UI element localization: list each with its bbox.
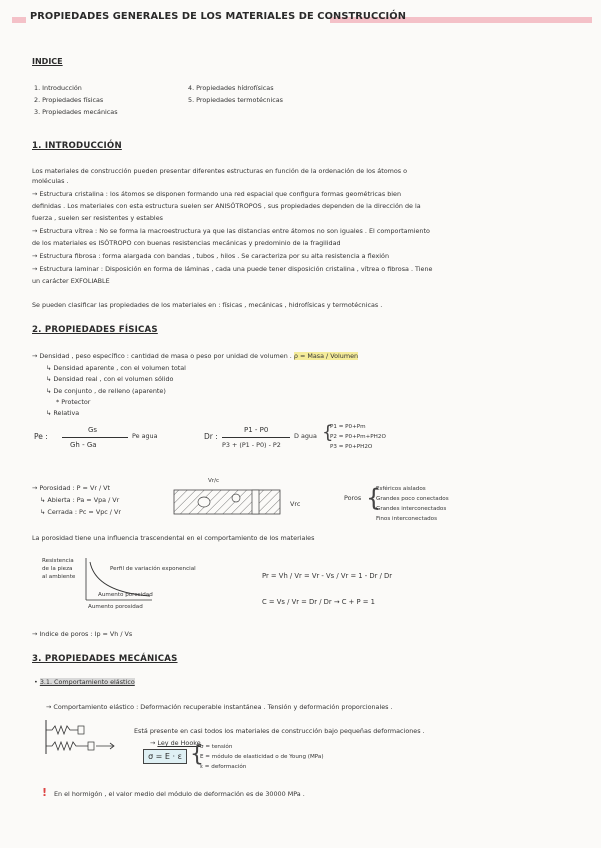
hormigon-line: En el hormigón , el valor medio del módulo de deformación es de 30000 MPa . <box>54 790 305 798</box>
warning-icon: ! <box>42 786 48 799</box>
hooke-equation-box: σ = E · ε <box>143 749 187 764</box>
intro-heading: 1. INTRODUCCIÓN <box>32 141 122 151</box>
eq2-den: P3 + (P1 - P0) - P2 <box>222 441 281 449</box>
intro-line-4: definidas . Los materiales con esta estructura suelen ser ANISÓTROPOS , sus propiedades dependen de la dirección de la <box>32 202 421 210</box>
indice-item-1: 1. Introducción <box>34 84 82 92</box>
graph-x-label-1: Aumento porosidad <box>98 592 153 598</box>
densidad-protector: * Protector <box>56 398 91 406</box>
intro-line-9: → Estructura laminar : Disposición en forma de láminas , cada una puede tener disposición cristalina , vítrea o fibrosa . Tiene <box>32 265 433 273</box>
eq2-suffix: D agua <box>294 432 317 440</box>
porosity-formula-2: C = Vs / Vr = Dr / Dr → C + P = 1 <box>262 598 375 606</box>
page-title: PROPIEDADES GENERALES DE LOS MATERIALES DE CONSTRUCCIÓN <box>30 11 407 22</box>
fisicas-heading: 2. PROPIEDADES FÍSICAS <box>32 325 158 335</box>
title-accent-left <box>12 17 26 23</box>
graph-y-label-3: al ambiente <box>42 574 76 580</box>
graph-x-label-2: Aumento porosidad <box>88 604 143 610</box>
porosidad-line-2: ↳ Abierta : Pa = Vpa / Vr <box>40 496 120 504</box>
eq1-den: Gh - Ga <box>70 441 97 449</box>
eq2-note-3: P3 = P0+PH2O <box>330 444 373 450</box>
densidad-line: → Densidad , peso específico : cantidad de masa o peso por unidad de volumen . ρ = Masa / Volumen <box>32 352 359 360</box>
indice-item-4: 4. Propiedades hídrofísicas <box>188 84 274 92</box>
eq1-lhs: Pe : <box>34 432 48 441</box>
influencia-line: La porosidad tiene una influencia trascendental en el comportamiento de los materiales <box>32 534 315 542</box>
indice-item-2: 2. Propiedades físicas <box>34 96 104 104</box>
poros-item-3: Grandes interconectados <box>376 506 447 512</box>
title-band <box>0 11 601 27</box>
poros-item-4: Finos interconectados <box>376 516 438 522</box>
figure-label-top: Vr/c <box>208 478 220 484</box>
hooke-legend-2: E = módulo de elasticidad o de Young (MPa) <box>200 754 324 760</box>
eq1-suffix: Pe agua <box>132 432 158 440</box>
densidad-sub-3: ↳ De conjunto , de relleno (aparente) <box>46 387 166 395</box>
intro-line-2: moléculas . <box>32 177 69 185</box>
hooke-brace: { <box>190 742 204 767</box>
eq2-num: P1 - P0 <box>244 426 269 434</box>
intro-line-1: Los materiales de construcción pueden presentar diferentes estructuras en función de la ordenación de los átomos o <box>32 167 408 175</box>
mecanicas-subheading: • 3.1. Comportamiento elástico <box>34 678 135 686</box>
porosidad-line-1: → Porosidad : P = Vr / Vt <box>32 484 111 492</box>
porous-block-figure <box>174 486 284 520</box>
hooke-text: Está presente en casi todos los materiales de construcción bajo pequeñas deformaciones . <box>134 727 425 735</box>
eq2-brace: { <box>322 422 334 443</box>
eq2-note-2: P2 = P0+Pm+PH2O <box>330 434 386 440</box>
indice-item-5: 5. Propiedades termotécnicas <box>188 96 283 104</box>
hooke-title: → Ley de Hooke <box>150 739 201 747</box>
densidad-sub-2: ↳ Densidad real , con el volumen sólido <box>46 375 174 383</box>
mecanicas-heading: 3. PROPIEDADES MECÁNICAS <box>32 654 178 664</box>
eq1-num: Gs <box>88 426 98 434</box>
densidad-sub-4: ↳ Relativa <box>46 409 80 417</box>
spring-diagram <box>44 720 124 756</box>
intro-line-5: fuerza , suelen ser resistentes y estables <box>32 214 163 222</box>
intro-line-6: → Estructura vítrea : No se forma la macroestructura ya que las distancias entre átomos no son iguales . El comportamiento <box>32 227 430 235</box>
densidad-highlight: ρ = Masa / Volumen <box>293 352 359 360</box>
poros-item-1: Esféricos aislados <box>376 486 426 492</box>
intro-line-8: → Estructura fibrosa : forma alargada con bandas , tubos , hilos . Se caracteriza por su alta resistencia a flexión <box>32 252 389 260</box>
densidad-sub-1: ↳ Densidad aparente , con el volumen total <box>46 364 186 372</box>
poros-brace: { <box>366 484 382 512</box>
poros-title: Poros <box>344 494 362 502</box>
graph-y-label-1: Resistencia <box>42 558 74 564</box>
hooke-legend-1: σ = tensión <box>200 744 233 750</box>
graph-curve-label: Perfil de variación exponencial <box>110 566 196 572</box>
hooke-legend-3: ε = deformación <box>200 764 247 770</box>
porosidad-line-3: ↳ Cerrada : Pc = Vpc / Vr <box>40 508 121 516</box>
indice-item-3: 3. Propiedades mecánicas <box>34 108 118 116</box>
indice-poros-line: → Indice de poros : Ip = Vh / Vs <box>32 630 133 638</box>
porosity-formula-1: Pr = Vh / Vr = Vr - Vs / Vr = 1 - Dr / Dr <box>262 572 393 580</box>
intro-line-10: un carácter EXFOLIABLE <box>32 277 110 285</box>
eq1-bar <box>62 437 128 438</box>
eq2-lhs: Dr : <box>204 432 218 441</box>
indice-heading: INDICE <box>32 57 63 66</box>
intro-line-3: → Estructura cristalina : los átomos se disponen formando una red espacial que configura formas geométricas bien <box>32 190 402 198</box>
intro-line-11: Se pueden clasificar las propiedades de los materiales en : físicas , mecánicas , hidrofísicas y termotécnicas . <box>32 301 383 309</box>
figure-label-right: Vrc <box>290 500 301 508</box>
intro-line-7: de los materiales es ISÓTROPO con buenas resistencias mecánicas y predominio de la fragilidad <box>32 239 341 247</box>
eq2-bar <box>222 437 290 438</box>
elastico-line: → Comportamiento elástico : Deformación recuperable instantánea . Tensión y deformación proporcionales . <box>46 703 393 711</box>
eq2-note-1: P1 = P0+Pm <box>330 424 366 430</box>
poros-item-2: Grandes poco conectados <box>376 496 449 502</box>
graph-y-label-2: de la pieza <box>42 566 73 572</box>
